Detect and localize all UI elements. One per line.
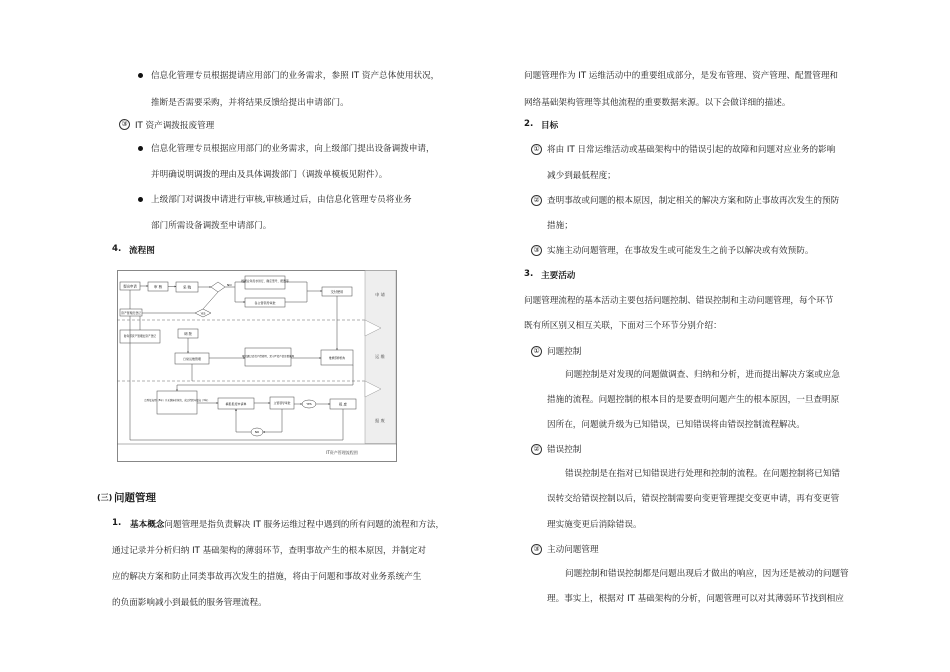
paragraph-line: 理。事实上，根据对 IT 基础架构的分析，问题管理可以对其薄弱环节找到相应: [547, 594, 844, 604]
circled-number: ②: [531, 444, 542, 455]
box-confirm-req-label: 根据业务需求进行，确定型号，配置等: [241, 279, 289, 283]
paragraph-line: 网络基础架构管理等其他流程的重要数据来源。以下会做详细的描述。: [524, 98, 791, 108]
paragraph-line: 实施主动问题管理，在事故发生或可能发生之前予以解决或有效预防。: [547, 246, 814, 256]
subsection-title: 问题控制: [547, 347, 582, 357]
section-heading: 目标: [541, 121, 559, 131]
section-title: 问题管理: [114, 492, 156, 504]
box-transfer-label: 调 拨: [184, 332, 192, 336]
box-reach-life-label: 达到报废期（5年）且无维修价值的，或过程损坏报废（3年）: [144, 399, 210, 402]
paragraph-line: 信息化管理专员根据提请应用部门的业务需求，参照 IT 资产总体使用状况，: [151, 71, 440, 81]
paragraph-text: 问题管理是指负责解决 IT 服务运维过程中遇到的所有问题的流程和方法，: [164, 520, 445, 530]
it-asset-flowchart: [117, 270, 397, 462]
section-number: 3.: [524, 269, 534, 279]
box-review-label: 审 核: [153, 285, 163, 289]
box-daily-ops-label: 日常运维管理: [182, 357, 202, 361]
paragraph-line: 通过记录并分析归纳 IT 基础架构的薄弱环节，查明事故产生的根本原因，并制定对: [112, 546, 427, 556]
box-scrap-apply-label: 填报报废申请单: [225, 402, 247, 406]
paragraph-line: 的负面影响减小到最低的服务管理流程。: [112, 598, 267, 608]
paragraph-line: 信息化管理专员根据应用部门的业务需求，向上级部门提出设备调拨申请，: [151, 144, 435, 154]
paragraph-line: 减少到最低程度；: [547, 171, 616, 181]
paragraph-line: 措施的流程。问题控制的根本目的是要查明问题产生的根本原因，一旦查明原: [547, 395, 840, 405]
circled-number: ③: [119, 119, 130, 130]
circled-number: ①: [531, 346, 542, 357]
paragraph-line: 将由 IT 日常运维活动或基础架构中的错误引起的故障和问题对应业务的影响: [547, 145, 836, 155]
section-number: 2.: [524, 119, 534, 129]
lane-label-scrap: 报 废: [375, 418, 385, 423]
box-leader-approve-label: 主管领导审批: [273, 401, 291, 405]
flowchart-svg: [117, 270, 397, 462]
paragraph-line: 问题管理作为 IT 运维活动中的重要组成部分，是发布管理、资产管理、配置管理和: [524, 71, 839, 81]
circled-number: ③: [531, 245, 542, 256]
paragraph-line: 措施；: [547, 221, 573, 231]
paragraph-line: 既有所区别又相互关联，下面对三个环节分别介绍：: [524, 321, 722, 331]
paragraph-line: 应的解决方案和防止同类事故再次发生的措施，将由于问题和事故对业务系统产生: [112, 572, 422, 582]
bullet-dot: [138, 73, 143, 78]
box-purchase-label: 采 购: [182, 285, 192, 290]
paragraph-line: 上级部门对调拨申请进行审核,审核通过后，由信息化管理专员将业务: [151, 195, 412, 205]
box-approve-label: 各主管领导审批: [254, 301, 276, 305]
subsection-title: 错误控制: [547, 445, 582, 455]
paragraph-line: 问题管理流程的基本活动主要包括问题控制、错误控制和主动问题管理，每个环节: [524, 296, 834, 306]
paragraph-line: 因所在，问题就升级为已知错误，已知错误将由错误控制流程解决。: [547, 420, 805, 430]
decision-no-node-label: NO: [254, 430, 260, 435]
box-reach-life: [157, 391, 197, 414]
paragraph-line: 问题控制是对发现的问题做调查、归纳和分析，进而提出解决方案或应急: [565, 370, 841, 380]
section-heading: 流程图: [129, 246, 155, 256]
box-start-label: 提出申请: [123, 284, 137, 289]
box-track-label: 审批通过后资产借使用，录入IT资产信息数据库: [241, 355, 295, 358]
box-repair-label: 维修部修机构: [328, 356, 346, 360]
decision-yes-label: YES: [200, 312, 206, 316]
paragraph-line: 问题控制和错误控制都是问题出现后才做出的响应，因为还是被动的问题管: [565, 569, 849, 579]
decision-yes-node-label: YES: [306, 402, 312, 407]
bullet-dot: [138, 146, 143, 151]
paragraph-line: [130, 518, 444, 530]
flowchart-caption: IT资产管理流程图: [326, 450, 358, 455]
box-register-label: 资产管理员登记: [121, 311, 141, 315]
subsection-title: 主动问题管理: [547, 545, 599, 555]
circled-number: ②: [531, 195, 542, 206]
section-number: (三): [97, 493, 113, 502]
circled-number: ③: [531, 544, 542, 555]
box-scrap-label: 报 废: [339, 402, 347, 407]
paragraph-line: 理实施变更后消除错误。: [547, 520, 642, 530]
subsection-title: IT 资产调拨报废管理: [135, 121, 215, 131]
bullet-dot: [138, 197, 143, 202]
paragraph-line: 并明确说明调拨的理由及具体调拨部门（调拨单模板见附件）。: [151, 170, 388, 180]
lane-label-apply: 申 请: [375, 292, 385, 297]
lane-label-ops: 运 维: [375, 354, 385, 359]
paragraph-line: 部门所需设备调拨至申请部门。: [151, 221, 272, 231]
box-deliver-label: 交付使用: [330, 290, 344, 294]
paragraph-number: 1.: [112, 518, 122, 528]
box-asset-register-label: 财务部资产管理处资产登记: [123, 334, 157, 338]
section-number: 4.: [112, 244, 122, 254]
paragraph-line: 推断是否需要采购，并将结果反馈给提出申请部门。: [151, 98, 349, 108]
paragraph-line: 查明事故或问题的根本原因，制定相关的解决方案和防止事故再次发生的预防: [547, 196, 840, 206]
paragraph-line: 错误控制是在指对已知错误进行处理和控制的流程。在问题控制将已知错: [565, 469, 841, 479]
section-heading: 主要活动: [541, 271, 576, 281]
decision-no-label: NO: [227, 283, 232, 287]
term-bold: 基本概念: [130, 520, 165, 530]
paragraph-line: 误转交给错误控制以后，错误控制需要向变更管理提交变更申请，再有变更管: [547, 494, 840, 504]
circled-number: ①: [531, 144, 542, 155]
